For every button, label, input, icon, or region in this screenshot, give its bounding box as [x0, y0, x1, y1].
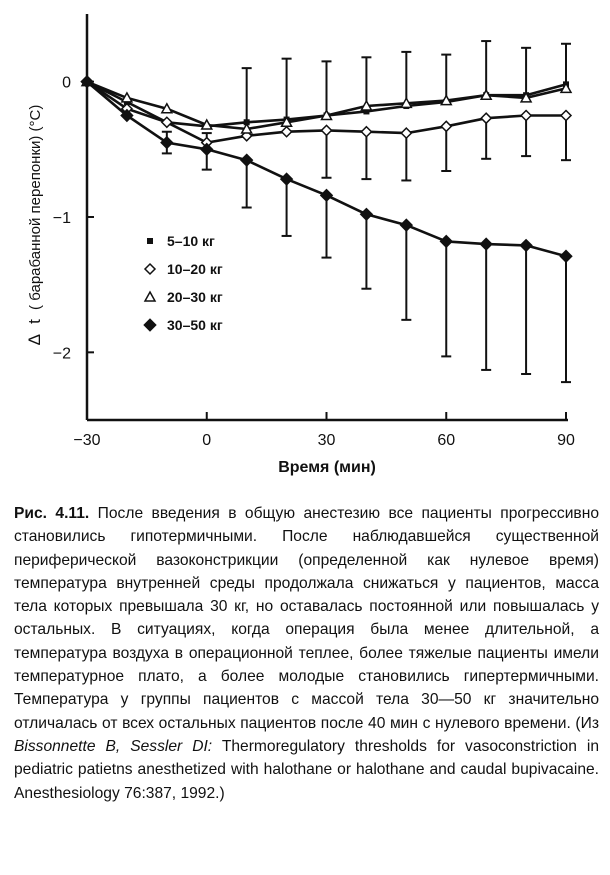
data-point: [441, 121, 451, 131]
data-point: [360, 208, 372, 220]
y-axis-label-rest: ( барабанной перепонки) (°C): [27, 104, 44, 310]
legend-label: 5–10 кг: [167, 233, 215, 249]
data-point: [400, 219, 412, 231]
data-point: [480, 238, 492, 250]
svg-text:Δ t ( барабанной п: [25, 105, 44, 346]
x-tick-label: 90: [557, 432, 575, 449]
legend-marker: [145, 264, 155, 274]
x-axis-label: Время (мин): [278, 459, 376, 476]
legend: [144, 233, 223, 333]
axes: [53, 14, 575, 449]
legend-marker: [147, 238, 153, 244]
figure-caption: [14, 502, 599, 805]
data-point: [560, 250, 572, 262]
y-tick-label: −1: [52, 210, 71, 227]
caption-text-reference: Thermoregulatory thresholds for vasoconstriction in pediatric patietns anesthetized with halothane or halothane and caudal bupivacaine. Anesthesiology 76:387, 1992.): [14, 737, 599, 802]
data-point: [321, 189, 333, 201]
x-tick-label: −30: [73, 432, 101, 449]
data-point: [561, 111, 571, 121]
data-point: [361, 127, 371, 137]
data-point: [162, 117, 172, 127]
y-tick-label: −2: [52, 345, 71, 363]
legend-marker: [144, 319, 156, 331]
data-point: [481, 113, 491, 123]
caption-text-main: После введения в общую анестезию все пациенты прогрессивно становились гипотермичными. После наблюдавшейся существенной периферической вазоконстрикции (определенной как нулевое время) температура внутренней среды продолжала снижаться у пациентов, масса тела которых превышала 30 кг, но оставалась постоянной или повышалась у остальных. В ситуациях, когда операция была менее длительной, а температура воздуха в операционной теплее, более тяжелые пациенты имели температурное плато, а более молодые становились гипертермичными. Температура у группы пациентов с массой тела 30—50 кг значительно отличалась от всех остальных пациентов после 40 мин с нулевого времени. (Из: [14, 505, 599, 732]
y-axis-label-delta: Δ: [25, 334, 44, 346]
legend-label: 10–20 кг: [167, 261, 223, 277]
y-tick-label: 0: [62, 74, 71, 92]
x-tick-label: 0: [202, 432, 212, 449]
data-point: [520, 239, 532, 251]
legend-label: 20–30 кг: [167, 289, 223, 305]
data-point: [282, 127, 292, 137]
data-point: [322, 125, 332, 135]
x-tick-label: 60: [437, 432, 456, 449]
data-point: [281, 173, 293, 185]
y-axis-label-t: t: [25, 319, 44, 324]
data-point: [201, 143, 213, 155]
caption-authors: Bissonnette B, Sessler DI:: [14, 737, 213, 755]
data-point: [401, 128, 411, 138]
legend-marker: [145, 292, 155, 301]
data-point: [241, 154, 253, 166]
caption-figure-number: Рис. 4.11.: [14, 505, 90, 522]
data-point: [521, 111, 531, 121]
x-tick-label: 30: [317, 432, 336, 449]
legend-label: 30–50 кг: [167, 317, 223, 333]
data-point: [440, 235, 452, 247]
y-axis-label: [25, 105, 44, 346]
